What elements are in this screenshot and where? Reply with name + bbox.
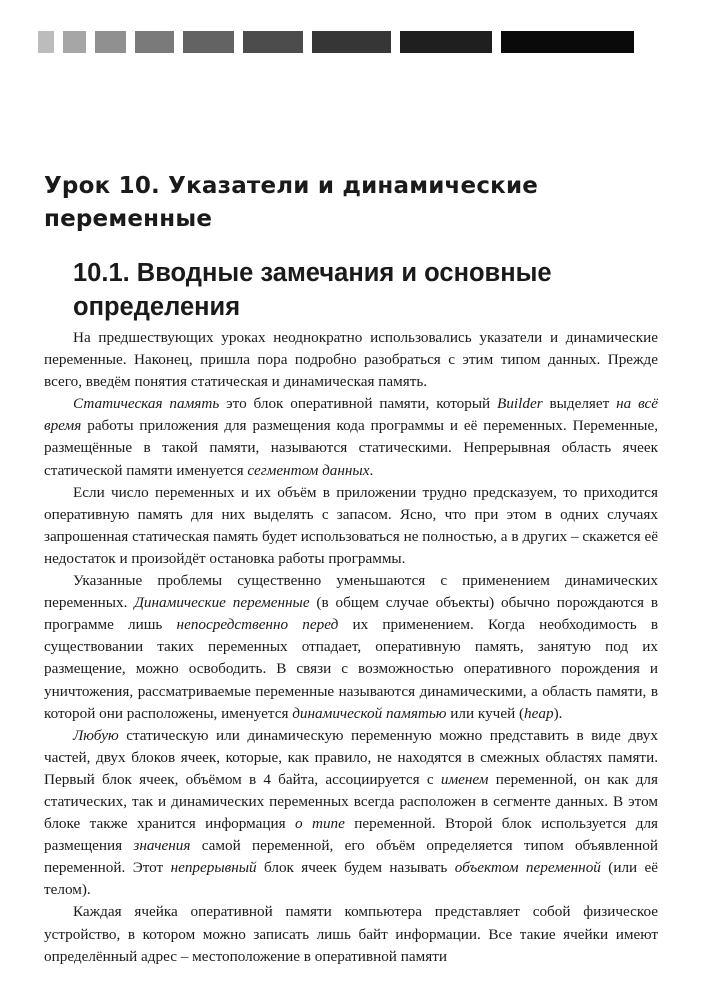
header-bar-segment (183, 31, 234, 53)
paragraph (44, 570, 658, 725)
italic-term: Статическая память (73, 395, 220, 413)
header-bar-segment (400, 31, 492, 53)
header-gradient-bar (38, 31, 634, 53)
text-run: переменной, он как для статических, так и динамических переменных всегда расположен в сегменте данных. В этом блоке также хранится информация (44, 770, 658, 833)
italic-term: непосредственно перед (176, 616, 339, 634)
text-run: . (369, 461, 374, 479)
text-run: или кучей ( (446, 704, 525, 722)
text-run: ). (553, 704, 563, 722)
text-run: Если число переменных и их объём в приложении трудно предсказуем, то приходится оперативную память для них выделять с запасом. Ясно, что при этом в одних случаях запрошенная статическая память будет использоваться не полностью, а в других – скажется её недостаток и произойдёт остановка работы программы. (44, 483, 658, 567)
italic-term: Builder (497, 395, 543, 413)
header-bar-segment (135, 31, 174, 53)
text-run: это блок оперативной памяти, который (219, 395, 498, 413)
paragraph (44, 725, 658, 902)
body-text (44, 327, 658, 968)
header-bar-segment (63, 31, 86, 53)
text-run: (в общем случае объекты) обычно порождаются в программе лишь (44, 594, 658, 634)
header-bar-segment (243, 31, 303, 53)
text-run: работы приложения для размещения кода программы и её переменных. Переменные, размещённые в такой памяти, называются статическими. Непрерывная область ячеек статической памяти именуется (44, 417, 658, 479)
text-run: выделяет (542, 395, 617, 413)
italic-term: Динамические переменные (134, 594, 310, 612)
section-title: 10.1. Вводные замечания и основные определения (73, 259, 552, 321)
italic-term: heap (524, 704, 554, 722)
italic-term: о типе (295, 815, 345, 833)
header-bar-segment (312, 31, 391, 53)
header-bar-segment (38, 31, 54, 53)
header-bar-segment (95, 31, 126, 53)
paragraph (44, 393, 658, 481)
text-run: блок ячеек будем называть (256, 859, 455, 877)
italic-term: на всё время (44, 395, 658, 435)
chapter-title: Урок 10. Указатели и динамические переменные (44, 173, 539, 232)
italic-term: Любую (73, 726, 119, 744)
italic-term: именем (440, 770, 489, 788)
text-run: самой переменной, его объём определяется типом объявленной переменной. Этот (44, 837, 658, 877)
text-run: На предшествующих уроках неоднократно использовались указатели и динамические переменные. Наконец, пришла пора подробно разобраться с этим типом данных. Прежде всего, введём понятия статическая и динамическая память. (44, 329, 658, 391)
paragraph (44, 482, 658, 570)
text-run: их применением. Когда необходимость в существовании таких переменных отпадает, оперативную память, занятую под их размещение, можно освободить. В связи с возможностью оперативного порождения и уничтожения, рассматриваемые переменные называются динамическими, а область памяти, в которой они расположены, именуется (44, 616, 658, 722)
italic-term: динамической памятью (292, 704, 447, 722)
italic-term: значения (133, 837, 191, 855)
text-run: Указанные проблемы существенно уменьшаются с применением динамических переменных. (44, 572, 658, 612)
italic-term: сегментом данных (247, 461, 370, 479)
text-run: Каждая ячейка оперативной памяти компьютера представляет собой физическое устройство, в котором можно записать лишь байт информации. Все такие ячейки имеют определённый адрес – местоположение в оперативной памяти (44, 903, 658, 965)
paragraph (44, 327, 658, 393)
italic-term: непрерывный (170, 859, 257, 877)
header-bar-segment (501, 31, 634, 53)
text-run: переменной. Второй блок используется для размещения (44, 815, 659, 855)
paragraph (44, 901, 658, 967)
italic-term: объектом переменной (454, 859, 601, 877)
text-run: (или её телом). (44, 859, 658, 899)
text-run: статическую или динамическую переменную можно представить в виде двух частей, двух блоков ячеек, которые, как правило, не находятся в смежных областях памяти. Первый блок ячеек, объёмом в 4 байта, ассоциируется с (44, 726, 658, 788)
